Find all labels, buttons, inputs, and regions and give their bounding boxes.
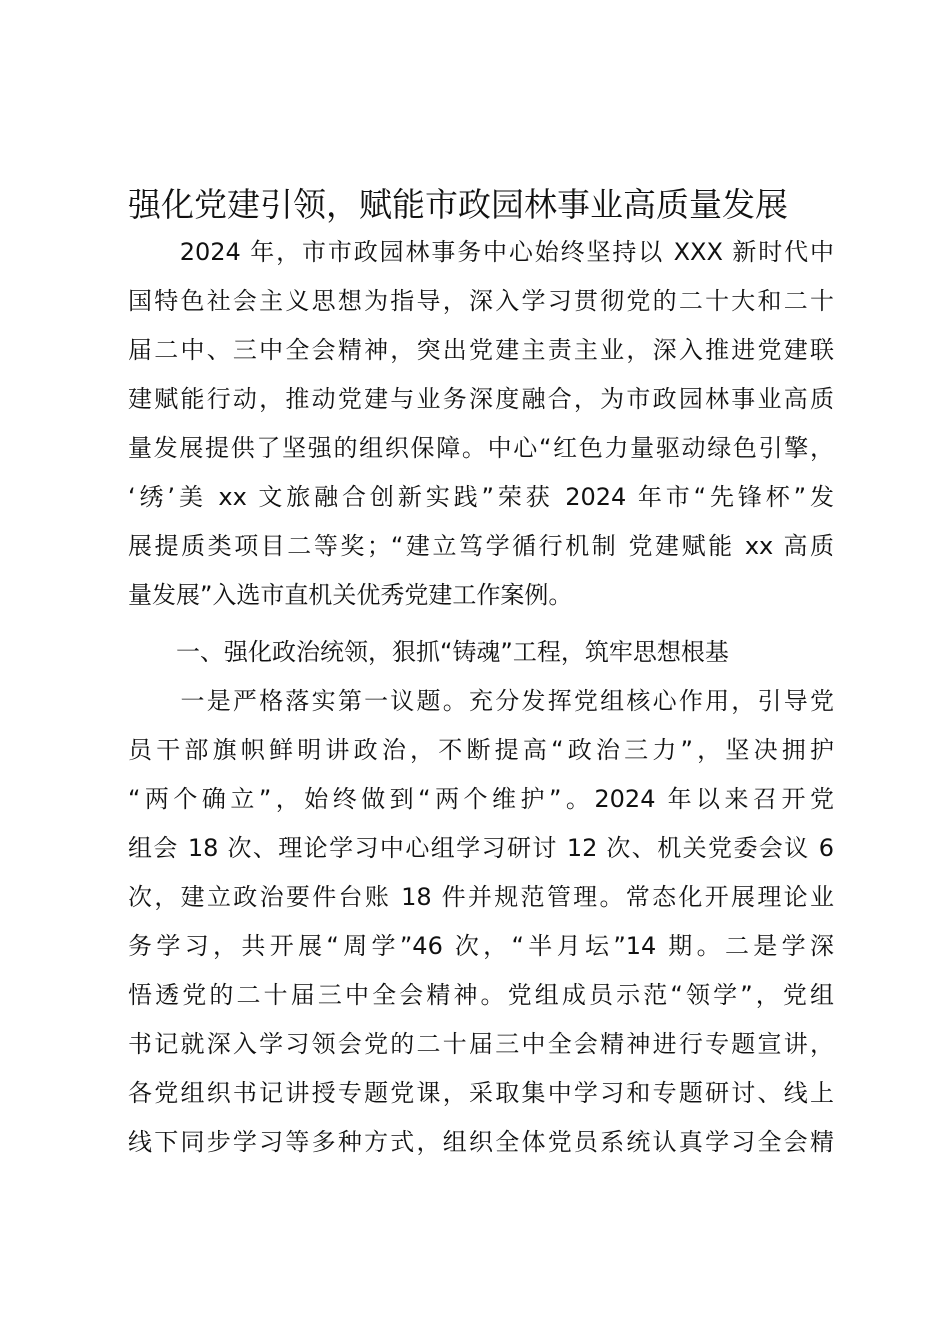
paragraph-line: 组会 18 次、理论学习中心组学习研讨 12 次、机关党委会议 6 [128,834,834,862]
paragraph-line: 书记就深入学习领会党的二十届三中全会精神进行专题宣讲， [128,1030,834,1058]
paragraph-line: 2024 年，市市政园林事务中心始终坚持以 XXX 新时代中 [128,238,834,266]
paragraph-line: 员干部旗帜鲜明讲政治，不断提高“政治三力”，坚决拥护 [128,736,834,764]
document-title: 强化党建引领，赋能市政园林事业高质量发展 [128,185,788,224]
paragraph-line: 次，建立政治要件台账 18 件并规范管理。常态化开展理论业 [128,883,834,911]
paragraph-line: 线下同步学习等多种方式，组织全体党员系统认真学习全会精 [128,1128,834,1156]
paragraph-line: 建赋能行动，推动党建与业务深度融合，为市政园林事业高质 [128,385,834,413]
section-heading: 一、强化政治统领，狠抓“铸魂”工程，筑牢思想根基 [128,638,729,666]
paragraph-line: 届二中、三中全会精神，突出党建主责主业，深入推进党建联 [128,336,834,364]
paragraph-line: 各党组织书记讲授专题党课，采取集中学习和专题研讨、线上 [128,1079,834,1107]
paragraph-line: 国特色社会主义思想为指导，深入学习贯彻党的二十大和二十 [128,287,834,315]
paragraph-line: ‘绣’美 xx 文旅融合创新实践”荣获 2024 年市“先锋杯”发 [128,483,834,511]
paragraph-line: 展提质类项目二等奖；“建立笃学循行机制 党建赋能 xx 高质 [128,532,834,560]
paragraph-line: 量发展提供了坚强的组织保障。中心“红色力量驱动绿色引擎， [128,434,834,462]
paragraph-line: 悟透党的二十届三中全会精神。党组成员示范“领学”，党组 [128,981,834,1009]
paragraph-line: 务学习，共开展“周学”46 次，“半月坛”14 期。二是学深 [128,932,834,960]
paragraph-line: 一是严格落实第一议题。充分发挥党组核心作用，引导党 [128,687,834,715]
paragraph-line: 量发展”入选市直机关优秀党建工作案例。 [128,581,573,609]
paragraph-line: “两个确立”，始终做到“两个维护”。2024 年以来召开党 [128,785,834,813]
